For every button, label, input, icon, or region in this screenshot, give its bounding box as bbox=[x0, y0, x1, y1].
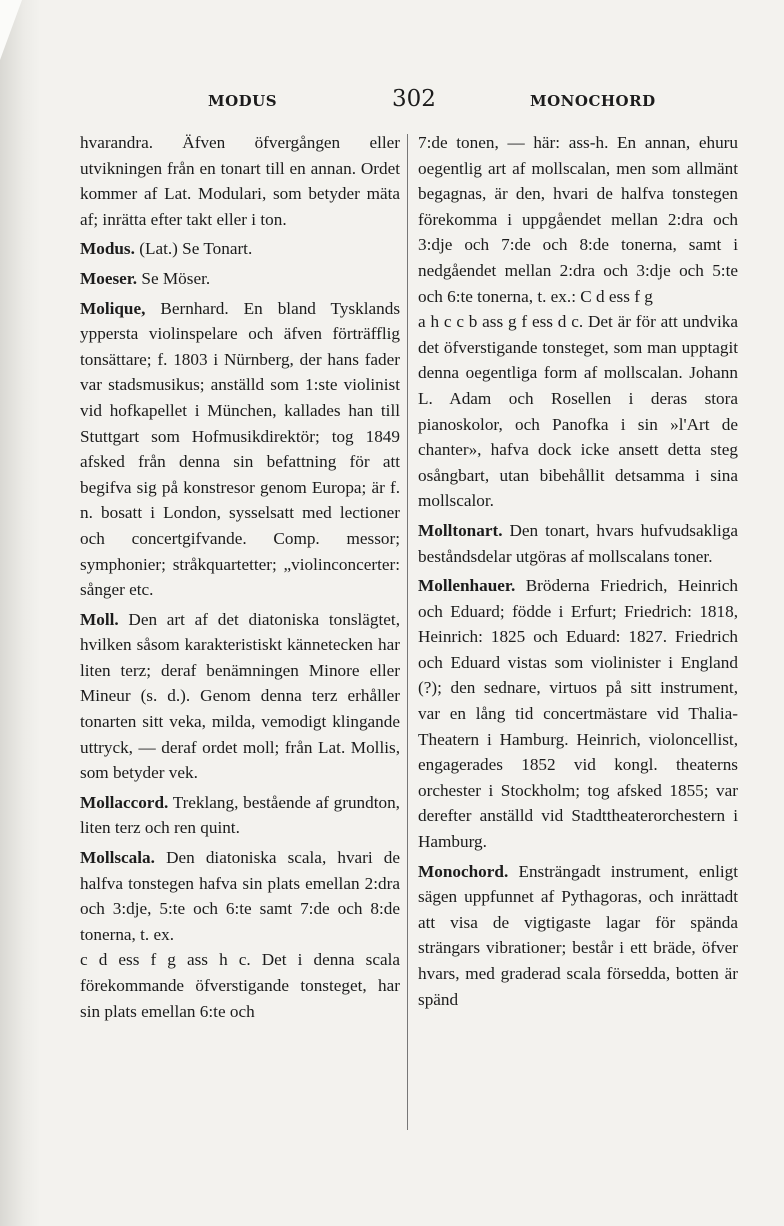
header-left-word: MODUS bbox=[208, 92, 278, 110]
entry bbox=[418, 859, 738, 1013]
entry-text: a h c c b ass g f ess d c. Det är för att undvika det öfverstigande tonsteget, som man upptagit denna oegentliga form af mollscalan. Johann L. Adam och Rosellen i deras stora pianoskolor, och Panofka i sin »l'Art de chanter», hafva dock icke ansett detta steg osångbart, utan bibehållit detsamma i sina mollscalor. bbox=[418, 312, 738, 511]
running-header bbox=[80, 86, 740, 120]
entry-continuation bbox=[80, 947, 400, 1024]
page-corner bbox=[0, 0, 22, 60]
headword: Mollaccord. bbox=[80, 792, 169, 812]
entry-text: Bröderna Friedrich, Heinrich och Eduard; födde i Erfurt; Friedrich: 1818, Heinrich: 1825 och Eduard: 1827. Friedrich och Eduard vistas som violinister i England (?); den sednare, virtuos på sitt instrument, var en lång tid concertmästare vid Thalia-Theatern i Hamburg. Heinrich, violoncellist, engagerades 1852 vid kongl. theaterns orchester i Stockholm; tog afsked 1855; var derefter anställd vid Stadttheaterorchestern i Hamburg. bbox=[418, 576, 738, 852]
headword: Modus. bbox=[80, 239, 135, 259]
entry-text: Bernhard. En bland Tysklands yppersta violinspelare och äfven förträfflig tonsättare; f. 1803 i Nürnberg, der hans fader var stadsmusikus; anställd som 1:ste violinist vid hofkapellet i München, kallades han till Stuttgart som Hofmusikdirektör; tog 1849 afsked från denna sin befattning för att begifva sig på konstresor genom Europa; är f. n. bosatt i London, sysselsatt med lectioner och concertgifvande. Comp. messor; symphonier; stråkquartetter; „violinconcerter: sånger etc. bbox=[80, 298, 401, 600]
entry-text: Den diatoniska scala, hvari de halfva tonstegen hafva sin plats emellan 2:dra och 3:dje, 5:te och 6:te samt 7:de och 8:de tonerna, t. ex. bbox=[80, 848, 401, 944]
page-number: 302 bbox=[392, 86, 436, 112]
entry bbox=[80, 296, 400, 603]
entry-text: Den tonart, hvars hufvudsakliga beståndsdelar utgöras af mollscalans toner. bbox=[418, 520, 738, 566]
entry-text: Ensträngadt instrument, enligt sägen uppfunnet af Pythagoras, och inrättadt att visa de vigtigaste lagar för spända strängars vibrationer; består i ett bräde, öfver hvars, med graderad scala försedda, botten är spänd bbox=[418, 861, 738, 1009]
right-column bbox=[418, 130, 738, 1012]
headword: Moeser. bbox=[80, 268, 138, 288]
entry bbox=[80, 266, 400, 292]
headword: Molltonart. bbox=[418, 520, 503, 540]
header-right-word: MONOCHORD bbox=[530, 92, 656, 110]
headword: Moll. bbox=[80, 609, 119, 629]
entry bbox=[418, 573, 738, 855]
entry-continuation bbox=[418, 309, 738, 514]
entry-text: Treklang, bestående af grundton, liten terz och ren quint. bbox=[80, 792, 400, 838]
page-edge-shadow bbox=[0, 0, 40, 1226]
headword: Monochord. bbox=[418, 861, 509, 881]
entry-text: c d ess f g ass h c. Det i denna scala förekommande öfverstigande tonsteget, har sin plats emellan 6:te och bbox=[80, 950, 400, 1021]
entry bbox=[80, 845, 400, 947]
entry bbox=[80, 236, 400, 262]
headword: Mollenhauer. bbox=[418, 576, 516, 596]
entry bbox=[80, 607, 400, 786]
entry-text: 7:de tonen, — här: ass-h. En annan, ehuru oegentlig art af mollscalan, men som allmänt begagnas, är den, hvari de halfva tonstegen förekomma i uppgåendet mellan 2:dra och 3:dje och 7:de och 8:de tonerna, samt i nedgåendet mellan 2:dra och 3:dje och 5:te och 6:te tonerna, t. ex.: C d ess f g bbox=[418, 133, 738, 306]
column-divider bbox=[407, 134, 408, 1130]
entry bbox=[80, 790, 400, 841]
headword: Mollscala. bbox=[80, 848, 155, 868]
entry-text: Den art af det diatoniska tonslägtet, hvilken såsom karakteristiskt kännetecken har liten terz; deraf benämningen Minore eller Mineur (s. d.). Genom denna terz erhåller tonarten sitt veka, milda, vemodigt klingande uttryck, — deraf ordet moll; från Lat. Mollis, som betyder vek. bbox=[80, 609, 401, 783]
entry-text: Se Möser. bbox=[141, 268, 211, 288]
left-column bbox=[80, 130, 400, 1024]
entry-continuation bbox=[418, 130, 738, 309]
entry bbox=[80, 130, 400, 232]
headword: Molique, bbox=[80, 298, 146, 318]
entry-text: hvarandra. Äfven öfvergången eller utvikningen från en tonart till en annan. Ordet kommer af Lat. Modulari, som betyder mäta af; inrätta efter takt eller i ton. bbox=[80, 133, 400, 229]
entry bbox=[418, 518, 738, 569]
entry-text: (Lat.) Se Tonart. bbox=[139, 239, 253, 259]
